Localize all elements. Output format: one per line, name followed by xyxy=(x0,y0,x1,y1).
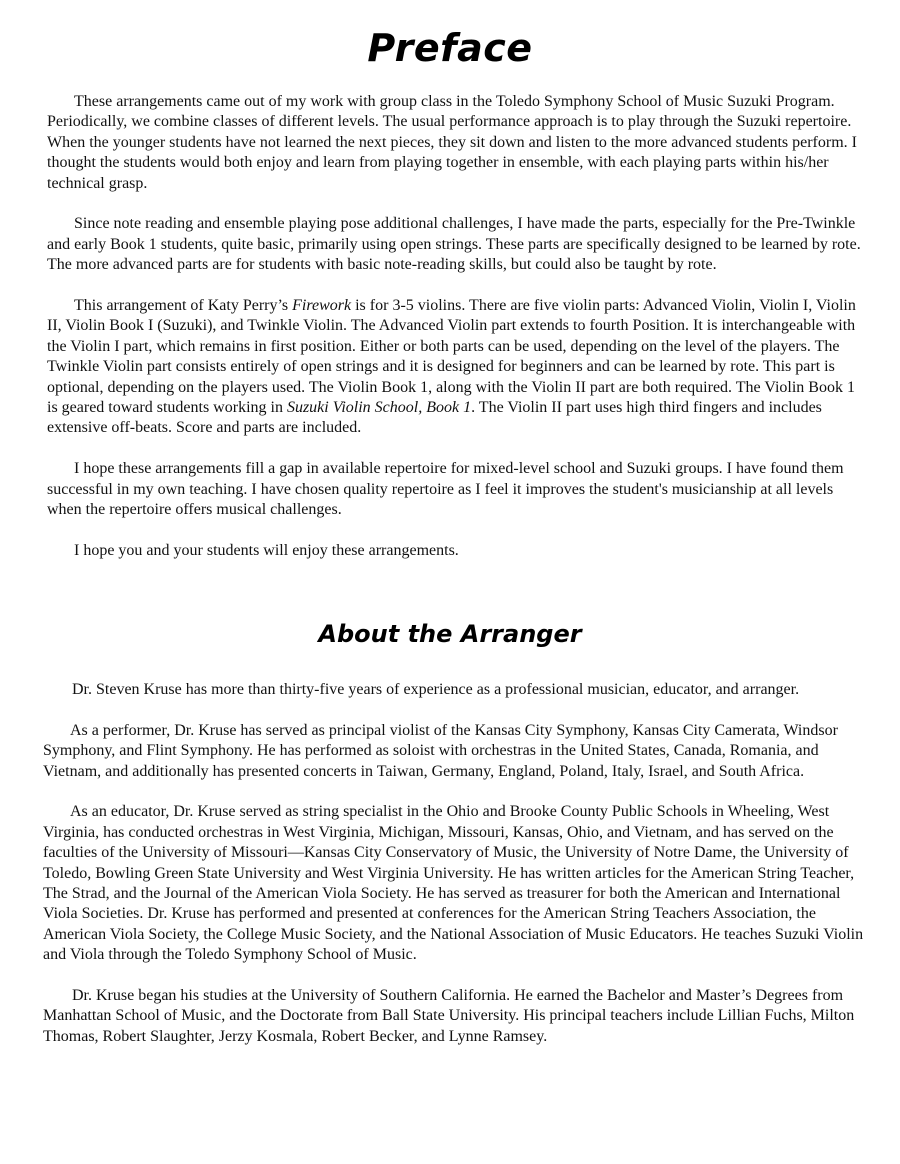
preface-paragraph-3 xyxy=(47,296,865,439)
arranger-section xyxy=(43,680,865,1068)
arranger-paragraph-1: Dr. Steven Kruse has more than thirty-five years of experience as a professional musician, educator, and arranger. xyxy=(72,681,800,698)
preface-paragraph-5: I hope you and your students will enjoy these arrangements. xyxy=(74,541,459,559)
firework-title: Firework xyxy=(292,297,352,315)
preface-p3-text-c: . The Violin II part uses high third fingers and includes extensive off-beats. Score and parts are included. xyxy=(47,399,822,437)
arranger-paragraph-4: Dr. Kruse began his studies at the University of Southern California. He earned the Bachelor and Master’s Degrees from Manhattan School of Music, and the Doctorate from Ball State University. His principal teachers include Lillian Fuchs, Milton Thomas, Robert Slaughter, Jerzy Kosmala, Robert Becker, and Lynne Ramsey. xyxy=(43,987,855,1045)
preface-p3-text-b: is for 3-5 violins. There are five violin parts: Advanced Violin, Violin I, Violin II, Violin Book I (Suzuki), and Twinkle Violin. The Advanced Violin part extends to fourth Position. It is interchangeable with the Violin I part, which remains in first position. Either or both parts can be used, depending on the level of the players. The Twinkle Violin part consists entirely of open strings and it is designed for beginners and can be learned by rote. This part is optional, depending on the players used. The Violin Book 1, along with the Violin II part are both required. The Violin Book 1 is geared toward students working in xyxy=(47,297,856,417)
arranger-paragraph-3: As an educator, Dr. Kruse served as string specialist in the Ohio and Brooke County Public Schools in Wheeling, West Virginia, has conducted orchestras in West Virginia, Michigan, Missouri, Kansas, Ohio, and Vietnam, and has served on the faculties of the University of Missouri—Kansas City Conservatory of Music, the University of Notre Dame, the University of Toledo, Bowling Green State University and West Virginia University. He has written articles for the American String Teacher, The Strad, and the Journal of the American Viola Society. He has served as treasurer for both the American and International Viola Societies. Dr. Kruse has performed and presented at conferences for the American String Teachers Association, the American Viola Society, the College Music Society, and the National Association of Music Educators. He teaches Suzuki Violin and Viola through the Toledo Symphony School of Music. xyxy=(43,803,864,964)
preface-title: Preface xyxy=(367,26,533,70)
preface-paragraph-1: These arrangements came out of my work with group class in the Toledo Symphony School of Music Suzuki Program. Periodically, we combine classes of different levels. The usual performance approach is to play through the Suzuki repertoire. When the younger students have not learned the next pieces, they sit down and listen to the more advanced students perform. I thought the students would both enjoy and learn from playing together in ensemble, with each playing parts within his/her technical grasp. xyxy=(47,93,857,192)
preface-paragraph-4: I hope these arrangements fill a gap in available repertoire for mixed-level school and Suzuki groups. I have found them successful in my own teaching. I have chosen quality repertoire as I feel it improves the student's musicianship at all levels when the repertoire offers musical challenges. xyxy=(47,460,844,519)
suzuki-book-title: Suzuki Violin School, Book 1 xyxy=(286,399,472,417)
preface-paragraph-2: Since note reading and ensemble playing pose additional challenges, I have made the parts, especially for the Pre-Twinkle and early Book 1 students, quite basic, primarily using open strings. These parts are specifically designed to be learned by rote. The more advanced parts are for students with basic note-reading skills, but could also be taught by rote. xyxy=(47,215,861,274)
preface-p3-text-a: This arrangement of Katy Perry’s xyxy=(74,297,293,315)
preface-section xyxy=(47,92,865,582)
arranger-title: About the Arranger xyxy=(318,620,582,648)
arranger-paragraph-2: As a performer, Dr. Kruse has served as principal violist of the Kansas City Symphony, Kansas City Camerata, Windsor Symphony, and Flint Symphony. He has performed as soloist with orchestras in the United States, Canada, Romania, and Vietnam, and additionally has presented concerts in Taiwan, Germany, England, Poland, Italy, Israel, and South Africa. xyxy=(43,721,838,780)
